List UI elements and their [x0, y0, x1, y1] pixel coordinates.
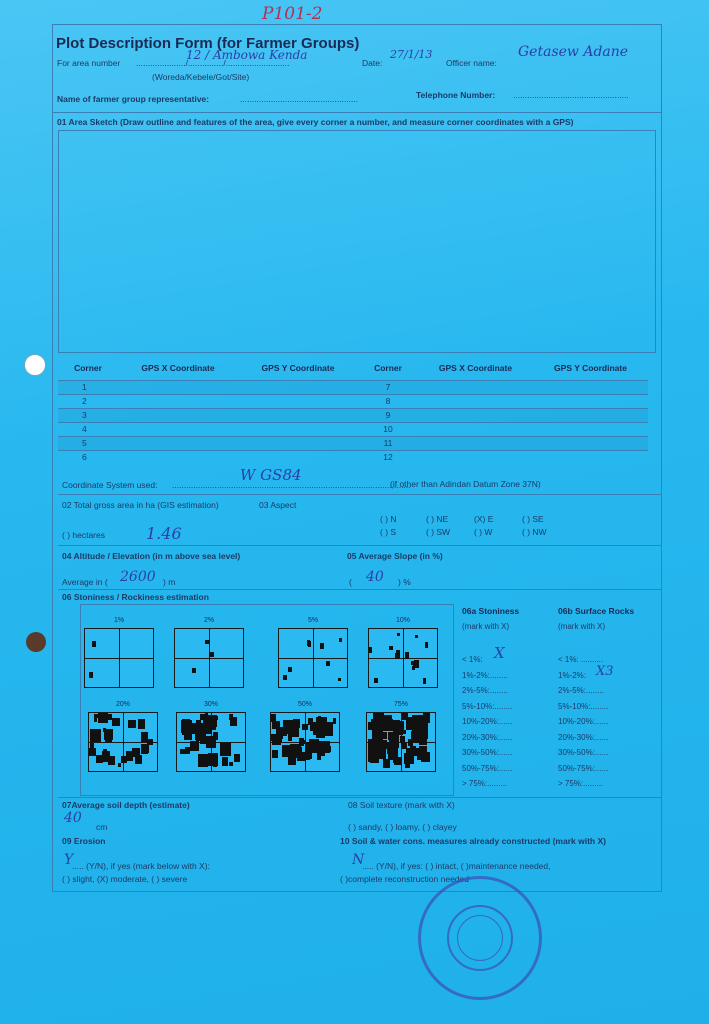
stone-mark — [220, 743, 231, 756]
divider-04 — [58, 589, 662, 590]
area-number-label: For area number — [57, 58, 121, 68]
stamp-core — [457, 915, 503, 961]
altitude-unit: ) m — [163, 577, 176, 587]
stoniness-options — [462, 652, 512, 792]
stone-mark — [128, 720, 136, 728]
col-gps-y: GPS Y Coordinate — [261, 362, 335, 373]
stone-mark — [90, 743, 94, 748]
stoniness-option[interactable]: 1%-2%:........ — [462, 670, 508, 680]
stone-mark — [288, 726, 299, 737]
stone-mark — [369, 647, 372, 653]
rep-dots: .................................................. — [240, 94, 359, 104]
stone-mark — [383, 759, 390, 768]
aspect-se[interactable]: ( ) SE — [522, 514, 544, 524]
stone-mark — [288, 667, 292, 672]
table-row: 1 7 — [58, 380, 648, 394]
stoniness-reference-grid — [84, 628, 154, 688]
section-09-label: 09 Erosion — [62, 836, 106, 846]
stone-mark — [423, 713, 430, 723]
table-row: 6 12 — [58, 450, 648, 464]
coord-system-value: W GS84 — [240, 466, 302, 484]
hectares-label: ( ) hectares — [62, 530, 105, 540]
stone-mark — [283, 675, 287, 680]
stoniness-percent-label: 2% — [203, 617, 215, 624]
stone-mark — [409, 718, 413, 723]
coord-system-note: (if other than Adindan Datum Zone 37N) — [390, 479, 541, 489]
stone-mark — [205, 640, 209, 644]
stone-mark — [289, 757, 295, 763]
section-01-label: 01 Area Sketch (Draw outline and features of the area, give every corner a number, and measure corner coordinates with a GPS) — [57, 117, 574, 127]
stone-mark — [190, 723, 200, 734]
stone-mark — [288, 737, 292, 741]
stone-mark — [272, 750, 278, 758]
stone-mark — [138, 719, 145, 729]
slope-value: 40 — [366, 569, 384, 585]
aspect-ne[interactable]: ( ) NE — [426, 514, 449, 524]
stone-mark — [182, 727, 190, 735]
phone-label: Telephone Number: — [416, 90, 496, 100]
stoniness-reference-grid — [174, 628, 244, 688]
handwritten-code: P101-2 — [262, 4, 323, 24]
stoniness-reference-grid — [368, 628, 438, 688]
table-row: 4 10 — [58, 422, 648, 436]
stone-mark — [206, 736, 216, 748]
surface-rocks-option[interactable]: < 1%: .......... — [558, 655, 604, 664]
col-gps-x-2: GPS X Coordinate — [438, 362, 513, 373]
stoniness-reference-grid — [270, 712, 340, 772]
stone-mark — [132, 748, 140, 757]
stone-mark — [405, 652, 409, 659]
stoniness-percent-label: 20% — [115, 701, 130, 708]
stone-mark — [234, 754, 240, 762]
stone-mark — [396, 650, 400, 657]
surface-rocks-option[interactable]: 2%-5%:........ — [558, 686, 604, 695]
aspect-s[interactable]: ( ) S — [380, 527, 397, 537]
stone-mark — [389, 646, 393, 650]
stoniness-reference-grid — [88, 712, 158, 772]
stone-mark — [339, 638, 342, 642]
hectares-value: 1.46 — [146, 524, 182, 543]
stone-mark — [380, 732, 387, 739]
section-02-label: 02 Total gross area in ha (GIS estimation) — [62, 500, 219, 510]
stone-mark — [421, 752, 430, 762]
divider-02 — [58, 545, 662, 546]
area-hint: (Woreda/Kebele/Got/Site) — [152, 72, 250, 82]
stone-mark — [103, 749, 107, 755]
surface-rocks-col-title: 06b Surface Rocks — [558, 606, 635, 616]
stoniness-mark: X — [494, 644, 505, 662]
stoniness-percent-label: 5% — [307, 617, 319, 624]
stone-mark — [413, 664, 416, 667]
stoniness-option[interactable]: 2%-5%:........ — [462, 686, 508, 695]
stoniness-reference-grid — [278, 628, 348, 688]
stone-mark — [419, 728, 428, 739]
stone-mark — [414, 748, 421, 756]
phone-dots: ................................................. — [513, 90, 629, 100]
date-label: Date: — [362, 58, 383, 68]
page-title: Plot Description Form (for Farmer Groups) — [56, 35, 360, 52]
stoniness-reference-grid — [176, 712, 246, 772]
punch-hole-top — [24, 354, 46, 376]
official-stamp — [418, 876, 542, 1000]
stone-mark — [205, 713, 208, 717]
swc-text: ..... (Y/N), if yes: ( ) intact, ( )maintenance needed, — [362, 861, 551, 871]
col-gps-x: GPS X Coordinate — [141, 362, 215, 373]
stone-mark — [285, 748, 290, 756]
soil-depth-unit: cm — [96, 822, 108, 832]
slope-unit: ) % — [398, 577, 411, 587]
surface-rocks-option[interactable]: 10%-20%:...... — [558, 717, 609, 726]
stone-mark — [381, 720, 387, 728]
erosion-options[interactable]: ( ) slight, (X) moderate, ( ) severe — [62, 874, 188, 884]
stone-mark — [320, 643, 324, 649]
table-row: 3 9 — [58, 408, 648, 422]
stone-mark — [104, 729, 113, 740]
stoniness-option[interactable]: 10%-20%:...... — [462, 717, 513, 726]
stoniness-percent-label: 50% — [297, 701, 312, 708]
stone-mark — [408, 739, 413, 746]
stoniness-option[interactable]: 30%-50%:...... — [462, 748, 513, 757]
aspect-w[interactable]: ( ) W — [474, 527, 493, 537]
stone-mark — [405, 760, 410, 768]
stoniness-option[interactable]: < 1%: — [462, 655, 483, 664]
stone-mark — [276, 737, 281, 743]
stone-mark — [222, 757, 228, 766]
area-number-value: 12 / Ambowa Kenda — [186, 48, 308, 62]
stone-mark — [397, 633, 400, 636]
officer-value: Getasew Adane — [518, 44, 629, 60]
stoniness-option[interactable]: 20%-30%:...... — [462, 732, 513, 742]
section-04-label: 04 Altitude / Elevation (in m above sea level) — [62, 551, 241, 561]
col-corner-2: Corner — [374, 362, 402, 373]
altitude-label: Average in ( — [62, 577, 108, 587]
stone-mark — [293, 719, 300, 727]
stone-mark — [141, 746, 148, 754]
stoniness-option[interactable]: 50%-75%:...... — [462, 763, 513, 773]
stoniness-percent-label: 30% — [203, 701, 218, 708]
surface-rocks-mark: X3 — [596, 664, 614, 679]
stone-mark — [208, 753, 218, 766]
section-06-label: 06 Stoniness / Rockiness estimation — [62, 592, 209, 602]
surface-rocks-col-sub: (mark with X) — [558, 622, 606, 631]
stone-mark — [215, 716, 218, 720]
stone-mark — [90, 729, 101, 742]
section-03-label: 03 Aspect — [259, 500, 297, 510]
swc-value: N — [352, 852, 365, 868]
rep-label: Name of farmer group representative: — [57, 94, 210, 104]
punch-hole-bottom — [26, 632, 46, 652]
section-10-label: 10 Soil & water cons. measures already constructed (mark with X) — [340, 836, 606, 846]
col-gps-y-2: GPS Y Coordinate — [554, 362, 627, 373]
soil-depth-value: 40 — [64, 810, 82, 826]
stone-mark — [147, 739, 153, 745]
stone-mark — [374, 746, 384, 758]
table-row: 2 8 — [58, 394, 648, 408]
stoniness-col-title: 06a Stoniness — [462, 606, 520, 616]
erosion-value: Y — [64, 852, 74, 868]
stone-mark — [89, 672, 93, 678]
stone-mark — [108, 714, 112, 720]
corner-coordinates-table — [58, 356, 648, 464]
surface-rocks-option[interactable]: 20%-30%:...... — [558, 732, 609, 742]
divider-06 — [58, 797, 662, 798]
stone-mark — [94, 716, 97, 722]
altitude-value: 2600 — [120, 569, 156, 585]
stoniness-option[interactable]: 5%-10%:........ — [462, 701, 513, 711]
stone-mark — [338, 678, 341, 681]
stone-mark — [190, 741, 199, 751]
stone-mark — [309, 739, 319, 751]
stoniness-percent-label: 75% — [393, 701, 408, 708]
swc-text-2: ( )complete reconstruction needed — [340, 874, 469, 884]
stone-mark — [400, 736, 405, 743]
section-05-label: 05 Average Slope (in %) — [347, 551, 443, 561]
aspect-sw[interactable]: ( ) SW — [426, 527, 451, 537]
stone-mark — [374, 678, 378, 683]
stone-mark — [205, 717, 213, 727]
stone-mark — [209, 652, 214, 657]
aspect-e[interactable]: (X) E — [474, 514, 494, 524]
stoniness-percent-label: 1% — [113, 617, 125, 624]
surface-rocks-option[interactable]: 5%-10%:........ — [558, 701, 609, 711]
stoniness-reference-grid — [366, 712, 436, 772]
date-value: 27/1/13 — [390, 48, 433, 61]
stone-mark — [326, 661, 330, 666]
erosion-text: ..... (Y/N), if yes (mark below with X): — [72, 861, 210, 871]
stone-mark — [406, 748, 410, 753]
stone-mark — [118, 763, 121, 767]
stone-mark — [92, 641, 96, 647]
soil-texture-options[interactable]: ( ) sandy, ( ) loamy, ( ) clayey — [348, 822, 457, 832]
section-08-label: 08 Soil texture (mark with X) — [348, 800, 455, 810]
stone-mark — [89, 748, 96, 756]
stone-mark — [192, 668, 196, 673]
stone-mark — [285, 720, 291, 727]
surface-rocks-option[interactable]: 1%-2%: — [558, 670, 587, 680]
stoniness-percent-label: 10% — [395, 617, 410, 624]
col-corner: Corner — [74, 362, 102, 373]
stone-mark — [308, 641, 311, 647]
surface-rocks-option[interactable]: 30%-50%:...... — [558, 748, 609, 757]
section-07-label: 07Average soil depth (estimate) — [62, 800, 190, 810]
stone-mark — [368, 722, 376, 730]
stone-mark — [96, 755, 103, 763]
stone-mark — [108, 756, 115, 765]
stone-mark — [423, 678, 426, 684]
stone-mark — [271, 714, 276, 722]
surface-rocks-option[interactable]: > 75%:......... — [558, 779, 604, 788]
area-sketch-box[interactable] — [58, 130, 656, 353]
area-number-dots: ...................../.............../........................... — [136, 58, 290, 68]
stoniness-col-sub: (mark with X) — [462, 622, 510, 631]
coord-system-dots: ..................................................................................................... — [172, 480, 411, 490]
stoniness-option[interactable]: > 75%:......... — [462, 779, 508, 788]
stone-mark — [317, 756, 321, 760]
aspect-n[interactable]: ( ) N — [380, 514, 397, 524]
surface-rocks-option[interactable]: 50%-75%:...... — [558, 763, 609, 773]
officer-label: Officer name: — [446, 58, 497, 68]
stone-mark — [415, 635, 418, 638]
stone-mark — [304, 752, 310, 760]
coord-system-label: Coordinate System used: — [62, 480, 158, 490]
stone-mark — [403, 730, 406, 734]
divider-header — [52, 112, 662, 113]
stone-mark — [229, 714, 233, 720]
divider-coord — [58, 494, 662, 495]
table-row: 5 11 — [58, 436, 648, 450]
stone-mark — [313, 722, 323, 735]
slope-open: ( — [349, 577, 352, 587]
stone-mark — [388, 747, 398, 760]
stone-mark — [425, 642, 428, 648]
stone-mark — [229, 762, 233, 766]
stone-mark — [397, 721, 404, 730]
stone-mark — [112, 718, 120, 726]
stone-mark — [333, 718, 336, 724]
stone-mark — [185, 747, 190, 754]
stone-mark — [98, 713, 108, 723]
stone-mark — [198, 762, 201, 766]
stone-mark — [413, 737, 418, 742]
aspect-nw[interactable]: ( ) NW — [522, 527, 547, 537]
